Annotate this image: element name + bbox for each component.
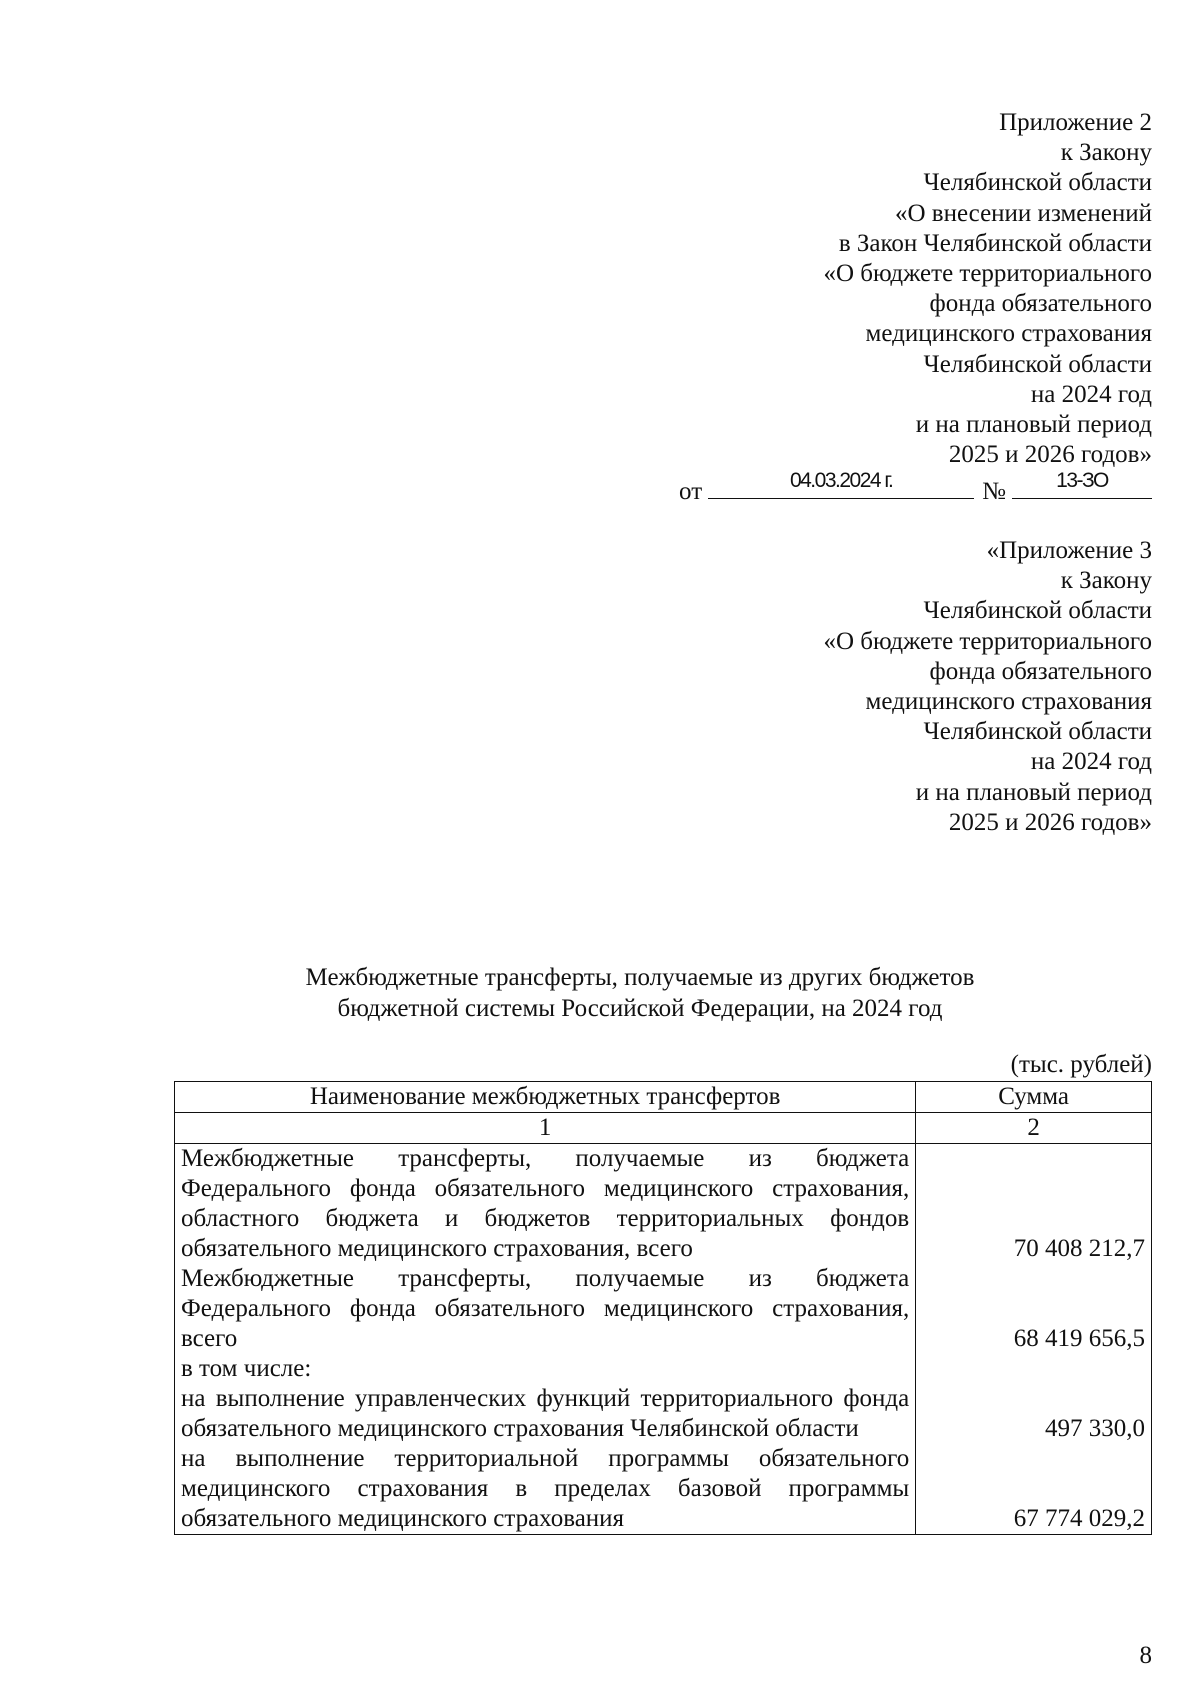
- column-number: 1: [175, 1113, 916, 1144]
- law-date: 04.03.2024 г.: [789, 469, 893, 492]
- transfer-name: на выполнение управленческих функций территориального фонда обязательного медицинского страхования Челябинской области: [181, 1385, 910, 1442]
- transfer-amount: 68 419 656,5: [1013, 1325, 1145, 1352]
- appendix-quoted-line: «Приложение 3: [986, 537, 1152, 564]
- appendix-quoted-line: и на плановый период: [915, 778, 1152, 806]
- appendix-quoted-line: Челябинской области: [923, 597, 1152, 625]
- appendix-quoted-line: 2025 и 2026 годов»: [948, 808, 1152, 836]
- column-number-row: [175, 1113, 1152, 1144]
- header-amount: Сумма: [916, 1082, 1152, 1113]
- transfers-table: [174, 1081, 1152, 1535]
- transfer-name: Межбюджетные трансферты, получаемые из бюджета Федерального фонда обязательного медицинского страхования, областного бюджета и бюджетов территориальных фондов обязательного медицинского страхования, всего: [181, 1145, 910, 1262]
- date-field: [708, 469, 974, 499]
- appendix-header-line: Челябинской области: [923, 350, 1152, 378]
- appendix-header-line: 2025 и 2026 годов»: [948, 441, 1152, 469]
- appendix-header-line: медицинского страхования: [865, 320, 1152, 348]
- page-number: 8: [1139, 1642, 1152, 1669]
- table-header-row: [175, 1082, 1152, 1113]
- number-sign: №: [982, 478, 1006, 505]
- appendix-header-line: «О внесении изменений: [894, 199, 1152, 227]
- appendix-header-line: фонда обязательного: [929, 290, 1152, 318]
- transfer-amount: 70 408 212,7: [1013, 1235, 1145, 1262]
- from-label: от: [679, 478, 703, 505]
- names-cell: [175, 1144, 916, 1535]
- column-number: 2: [916, 1113, 1152, 1144]
- appendix-2-header: [632, 108, 1152, 470]
- title-line: бюджетной системы Российской Федерации, на 2024 год: [337, 995, 943, 1022]
- appendix-quoted-line: фонда обязательного: [929, 657, 1152, 685]
- appendix-header-line: Челябинской области: [923, 169, 1152, 197]
- appendix-3-header: [632, 536, 1152, 838]
- transfer-name: на выполнение территориальной программы обязательного медицинского страхования в пределах базовой программы обязательного медицинского страхования: [181, 1445, 910, 1532]
- amounts-cell: [916, 1144, 1152, 1535]
- table-body-row: [175, 1144, 1152, 1535]
- appendix-header-line: на 2024 год: [1030, 380, 1152, 408]
- appendix-header-line: в Закон Челябинской области: [838, 229, 1152, 257]
- title-line: Межбюджетные трансферты, получаемые из других бюджетов: [305, 964, 975, 991]
- appendix-header-line: и на плановый период: [915, 411, 1152, 439]
- transfer-amount: [922, 1354, 1145, 1384]
- appendix-quoted-line: Челябинской области: [923, 718, 1152, 746]
- header-name: Наименование межбюджетных трансфертов: [175, 1082, 916, 1113]
- appendix-quoted-line: к Закону: [1060, 567, 1152, 595]
- units-label: (тыс. рублей): [1010, 1051, 1152, 1078]
- law-date-number-line: [679, 469, 1152, 507]
- transfer-amount: 497 330,0: [1045, 1415, 1145, 1442]
- document-title: [190, 962, 1090, 1024]
- number-field: [1012, 469, 1152, 499]
- appendix-quoted-line: «О бюджете территориального: [823, 627, 1152, 655]
- appendix-quoted-line: медицинского страхования: [865, 688, 1152, 716]
- appendix-header-line: к Закону: [1060, 139, 1152, 167]
- appendix-header-line: Приложение 2: [999, 109, 1152, 136]
- appendix-header-line: «О бюджете территориального: [823, 260, 1152, 288]
- law-number: 13-ЗО: [1056, 469, 1108, 492]
- transfer-amount: 67 774 029,2: [1013, 1505, 1145, 1532]
- transfer-name: Межбюджетные трансферты, получаемые из бюджета Федерального фонда обязательного медицинского страхования, всего: [181, 1265, 910, 1352]
- transfer-name: в том числе:: [181, 1355, 312, 1382]
- appendix-quoted-line: на 2024 год: [1030, 748, 1152, 776]
